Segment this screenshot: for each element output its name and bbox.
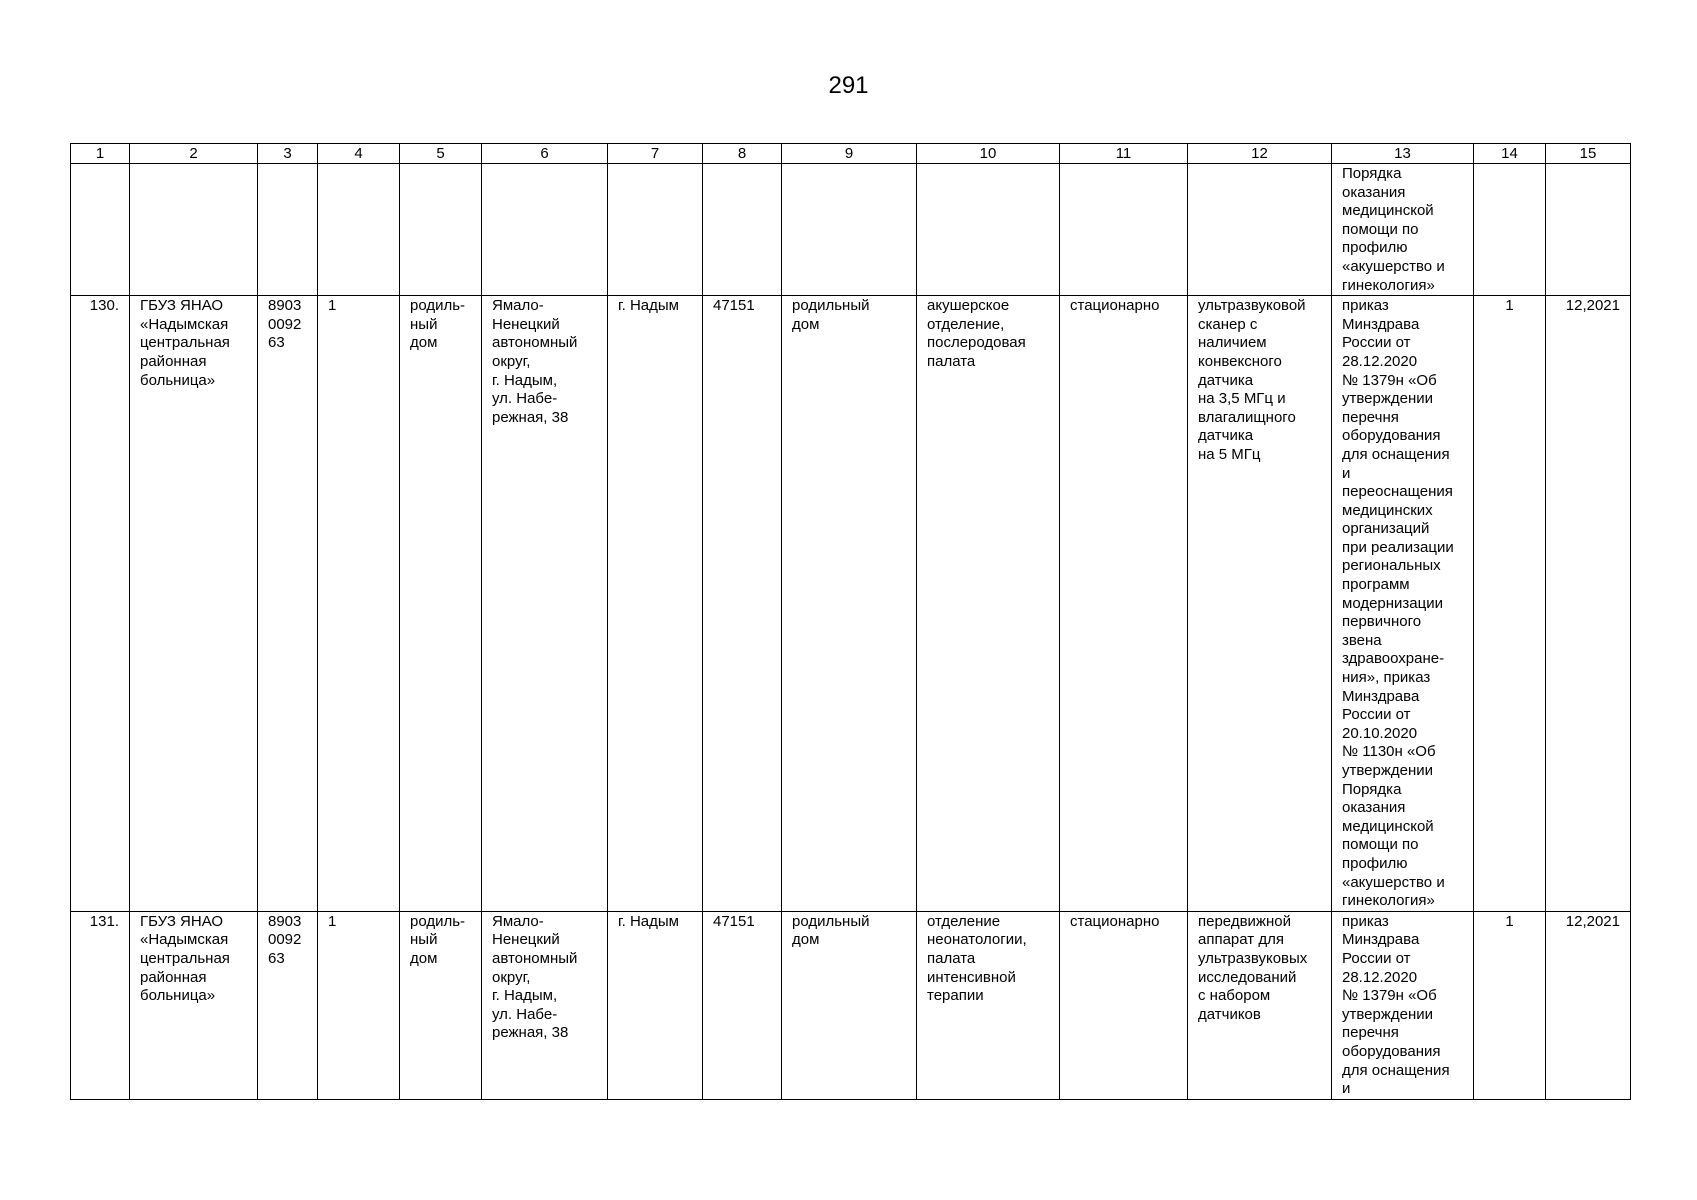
- column-header: 15: [1546, 144, 1631, 164]
- city-cell: г. Надым: [608, 296, 703, 912]
- column-header: 6: [482, 144, 608, 164]
- column-number-row: [71, 144, 1631, 164]
- table-cell: [1188, 164, 1332, 296]
- column-header: 5: [400, 144, 482, 164]
- organization-cell: ГБУЗ ЯНАО «Надымская центральная районная больница»: [130, 911, 258, 1099]
- column-header: 14: [1474, 144, 1546, 164]
- column-header: 1: [71, 144, 130, 164]
- date-cell: 12,2021: [1546, 911, 1631, 1099]
- table-cell: [917, 164, 1060, 296]
- facility-cell: родильный дом: [782, 296, 917, 912]
- table-row-130: [71, 296, 1631, 912]
- table-cell: [71, 164, 130, 296]
- column-header: 9: [782, 144, 917, 164]
- date-cell: 12,2021: [1546, 296, 1631, 912]
- column-header: 10: [917, 144, 1060, 164]
- column-header: 7: [608, 144, 703, 164]
- table-cell: [1546, 164, 1631, 296]
- column-header: 13: [1332, 144, 1474, 164]
- column-header: 2: [130, 144, 258, 164]
- legal-basis-cell: приказ Минздрава России от 28.12.2020 № 1379н «Об утверждении перечня оборудования для оснащения и: [1332, 911, 1474, 1099]
- equipment-table: [70, 143, 1631, 1100]
- column-header: 8: [703, 144, 782, 164]
- legal-basis-cell: приказ Минздрава России от 28.12.2020 № 1379н «Об утверждении перечня оборудования для оснащения и переоснащения медицинских организаций при реализации региональных программ модернизации первичного звена здравоохране- ния», приказ Минздрава России от 20.10.2020 № 1130н «Об утверждении Порядка оказания медицинской помощи по профилю «акушерство и гинекология»: [1332, 296, 1474, 912]
- inn-cell: 8903 0092 63: [258, 296, 318, 912]
- column-header: 3: [258, 144, 318, 164]
- equipment-cell: ультразвуковой сканер с наличием конвексного датчика на 3,5 МГц и влагалищного датчика на 5 МГц: [1188, 296, 1332, 912]
- code-cell: 47151: [703, 296, 782, 912]
- address-cell: Ямало- Ненецкий автономный округ, г. Надым, ул. Набе- режная, 38: [482, 296, 608, 912]
- care-mode-cell: стационарно: [1060, 911, 1188, 1099]
- table-cell: [782, 164, 917, 296]
- department-cell: акушерское отделение, послеродовая палата: [917, 296, 1060, 912]
- facility-type-cell: родиль- ный дом: [400, 911, 482, 1099]
- care-mode-cell: стационарно: [1060, 296, 1188, 912]
- quantity-cell: 1: [1474, 296, 1546, 912]
- row-number-cell: 131.: [71, 911, 130, 1099]
- city-cell: г. Надым: [608, 911, 703, 1099]
- table-cell: [130, 164, 258, 296]
- table-cell: 1: [318, 911, 400, 1099]
- column-header: 11: [1060, 144, 1188, 164]
- address-cell: Ямало- Ненецкий автономный округ, г. Надым, ул. Набе- режная, 38: [482, 911, 608, 1099]
- row-number-cell: 130.: [71, 296, 130, 912]
- table-cell: [400, 164, 482, 296]
- table-cell: [703, 164, 782, 296]
- table-row-131: [71, 911, 1631, 1099]
- table-cell: [1060, 164, 1188, 296]
- table-cell: [258, 164, 318, 296]
- page-number: 291: [828, 72, 869, 99]
- column-header: 4: [318, 144, 400, 164]
- table-cell: [608, 164, 703, 296]
- table-cell: [482, 164, 608, 296]
- table-cell: [318, 164, 400, 296]
- legal-basis-cell: Порядка оказания медицинской помощи по профилю «акушерство и гинекология»: [1332, 164, 1474, 296]
- organization-cell: ГБУЗ ЯНАО «Надымская центральная районная больница»: [130, 296, 258, 912]
- table-cell: 1: [318, 296, 400, 912]
- code-cell: 47151: [703, 911, 782, 1099]
- facility-type-cell: родиль- ный дом: [400, 296, 482, 912]
- table-cell: [1474, 164, 1546, 296]
- facility-cell: родильный дом: [782, 911, 917, 1099]
- column-header: 12: [1188, 144, 1332, 164]
- quantity-cell: 1: [1474, 911, 1546, 1099]
- department-cell: отделение неонатологии, палата интенсивной терапии: [917, 911, 1060, 1099]
- equipment-cell: передвижной аппарат для ультразвуковых исследований с набором датчиков: [1188, 911, 1332, 1099]
- table-row-continuation: [71, 164, 1631, 296]
- inn-cell: 8903 0092 63: [258, 911, 318, 1099]
